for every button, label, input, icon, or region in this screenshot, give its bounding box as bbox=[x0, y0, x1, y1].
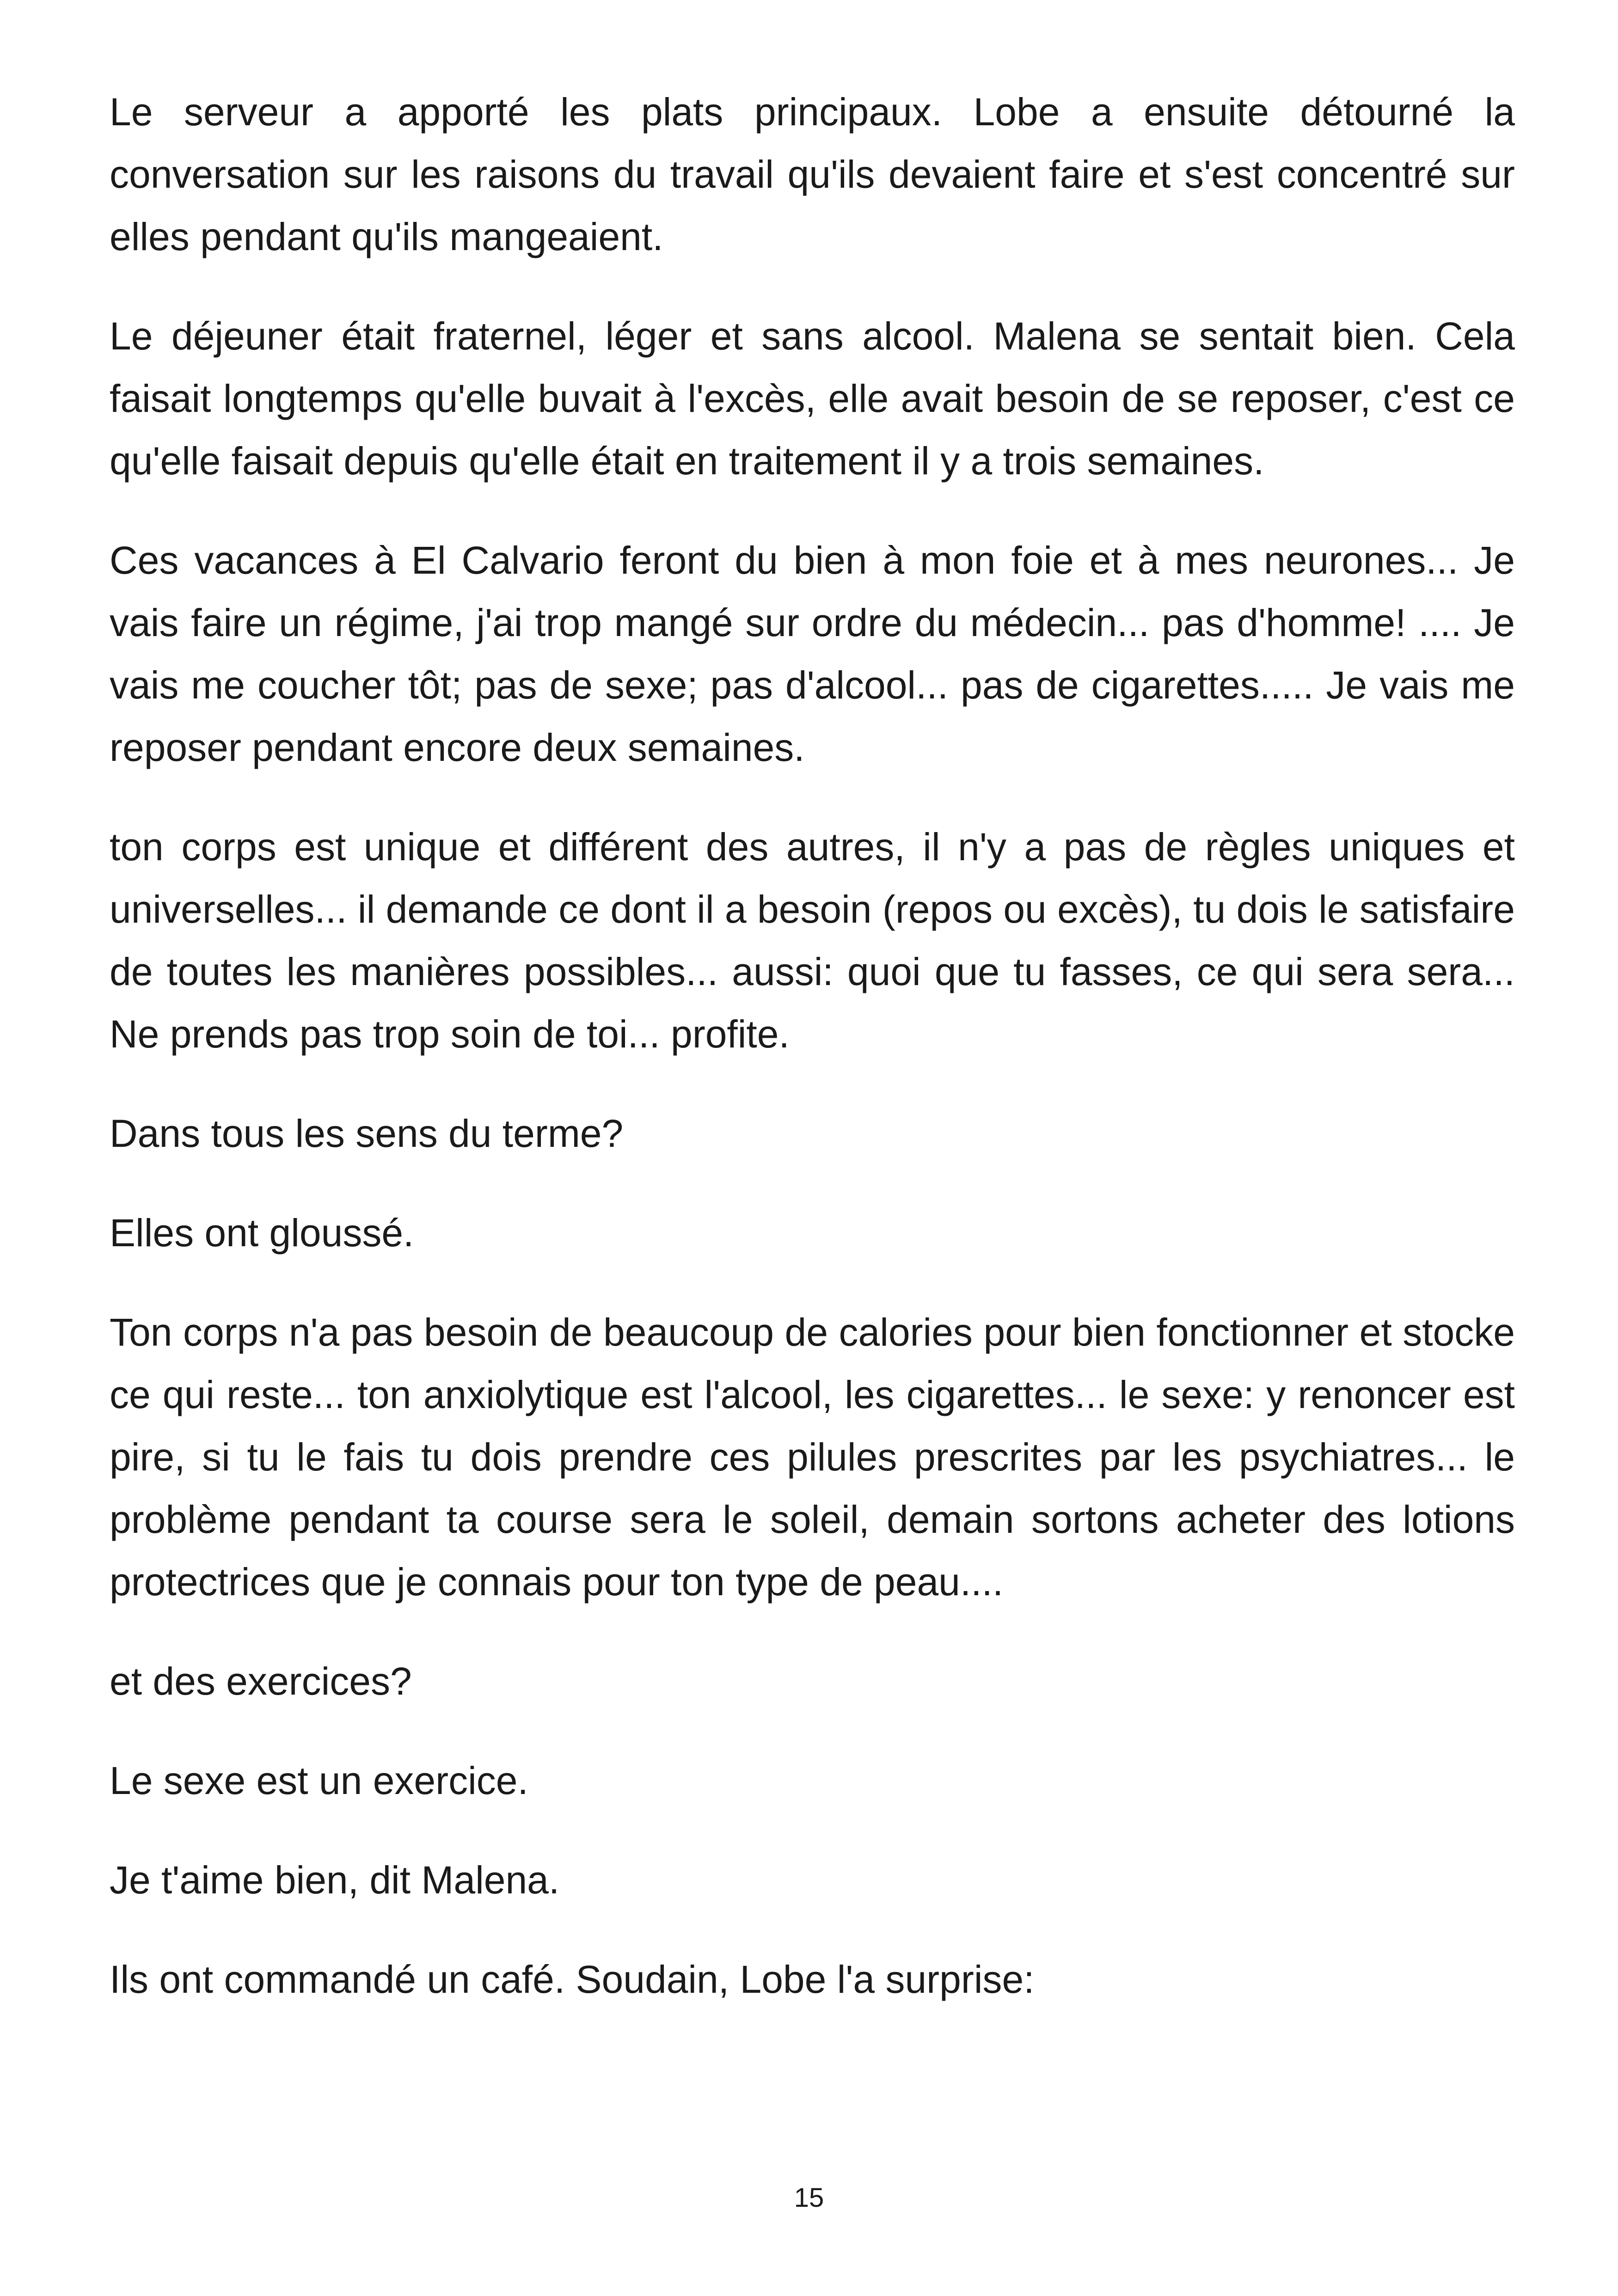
page-body bbox=[110, 81, 1515, 2011]
paragraph: Le déjeuner était fraternel, léger et sans alcool. Malena se sentait bien. Cela faisait longtemps qu'elle buvait à l'excès, elle avait besoin de se reposer, c'est ce qu'elle faisait depuis qu'elle était en traitement il y a trois semaines. bbox=[110, 314, 1515, 483]
paragraph: et des exercices? bbox=[110, 1659, 412, 1703]
paragraph: ton corps est unique et différent des autres, il n'y a pas de règles uniques et universelles... il demande ce dont il a besoin (repos ou excès), tu dois le satisfaire de toutes les manières possibles... aussi: quoi que tu fasses, ce qui sera sera... Ne prends pas trop soin de toi... profite. bbox=[110, 825, 1515, 1056]
paragraph: Elles ont gloussé. bbox=[110, 1211, 414, 1255]
paragraph: Le serveur a apporté les plats principaux. Lobe a ensuite détourné la conversation sur les raisons du travail qu'ils devaient faire et s'est concentré sur elles pendant qu'ils mangeaient. bbox=[110, 90, 1515, 258]
page-number: 15 bbox=[794, 2183, 824, 2213]
paragraph: Ils ont commandé un café. Soudain, Lobe l'a surprise: bbox=[110, 1958, 1035, 2001]
paragraph: Dans tous les sens du terme? bbox=[110, 1112, 624, 1155]
paragraph: Ton corps n'a pas besoin de beaucoup de calories pour bien fonctionner et stocke ce qui reste... ton anxiolytique est l'alcool, les cigarettes... le sexe: y renoncer est pire, si tu le fais tu dois prendre ces pilules prescrites par les psychiatres... le problème pendant ta course sera le soleil, demain sortons acheter des lotions protectrices que je connais pour ton type de peau.... bbox=[110, 1310, 1515, 1604]
paragraph: Je t'aime bien, dit Malena. bbox=[110, 1858, 560, 1902]
paragraph: Ces vacances à El Calvario feront du bien à mon foie et à mes neurones... Je vais faire un régime, j'ai trop mangé sur ordre du médecin... pas d'homme! .... Je vais me coucher tôt; pas de sexe; pas d'alcool... pas de cigarettes..... Je vais me reposer pendant encore deux semaines. bbox=[110, 539, 1515, 769]
paragraph: Le sexe est un exercice. bbox=[110, 1759, 528, 1802]
